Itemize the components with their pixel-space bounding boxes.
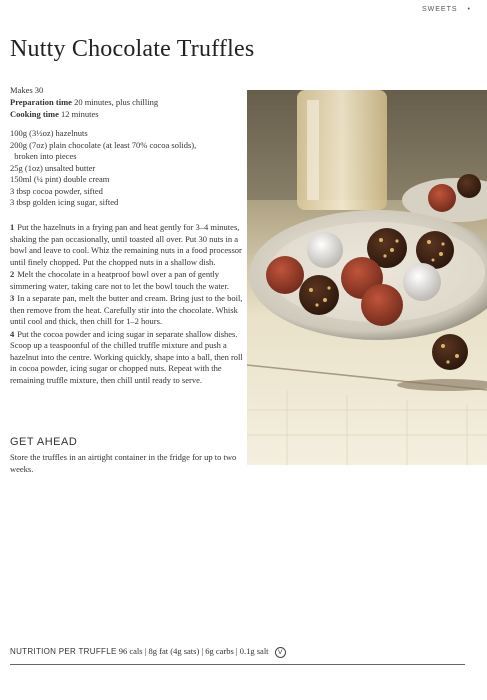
ingredient-list bbox=[10, 128, 240, 209]
cook-value: 12 minutes bbox=[61, 109, 99, 119]
nutrition-values: 96 cals | 8g fat (4g sats) | 6g carbs | 0.1g salt bbox=[118, 646, 269, 656]
method-step bbox=[10, 269, 246, 292]
footer-divider bbox=[10, 664, 465, 665]
step-text: Put the cocoa powder and icing sugar in separate shallow dishes. Scoop up a teaspoonful of the chilled truffle mixture and push a hazelnut into the centre. Working quickly, shape into a ball, then roll in cocoa powder, icing sugar or chopped nuts. Repeat with the remaining truffle mixture, then chill until ready to serve. bbox=[10, 328, 243, 385]
makes-line bbox=[10, 84, 158, 96]
cook-line bbox=[10, 108, 158, 120]
method-step bbox=[10, 222, 246, 268]
ingredient-item: 200g (7oz) plain chocolate (at least 70% cocoa solids), bbox=[10, 139, 197, 150]
prep-label: Preparation time bbox=[10, 97, 72, 107]
get-ahead-text: Store the truffles in an airtight container in the fridge for up to two weeks. bbox=[10, 452, 237, 474]
method-steps bbox=[10, 222, 246, 387]
section-tag bbox=[422, 6, 471, 13]
cook-label: Cooking time bbox=[10, 109, 59, 119]
step-number: 1 bbox=[10, 222, 15, 232]
ingredient-item: 3 tbsp cocoa powder, sifted bbox=[10, 185, 103, 196]
section-name: SWEETS bbox=[421, 6, 458, 13]
recipe-photo bbox=[247, 90, 487, 465]
nutrition-line bbox=[10, 646, 286, 658]
makes-value: 30 bbox=[34, 85, 44, 95]
nutrition-label: NUTRITION PER TRUFFLE bbox=[10, 647, 117, 656]
step-number: 3 bbox=[10, 293, 15, 303]
get-ahead-heading: GET AHEAD bbox=[10, 436, 78, 448]
step-text: Melt the chocolate in a heatproof bowl over a pan of gently simmering water, taking care not to let the bowl touch the water. bbox=[10, 269, 229, 291]
ingredient-item: 100g (3½oz) hazelnuts bbox=[10, 128, 88, 138]
makes-label: Makes bbox=[10, 85, 33, 95]
prep-line bbox=[10, 96, 158, 108]
prep-value: 20 minutes, plus chilling bbox=[74, 97, 159, 107]
page-mark: • bbox=[467, 6, 471, 13]
vegetarian-icon: V bbox=[275, 647, 286, 658]
truffles-illustration bbox=[247, 90, 487, 465]
step-number: 4 bbox=[10, 328, 15, 339]
recipe-title: Nutty Chocolate Truffles bbox=[10, 36, 255, 62]
step-number: 2 bbox=[10, 269, 15, 279]
step-text: In a separate pan, melt the butter and cream. Bring just to the boil, then remove from the heat. Carefully stir into the chocolate. Whisk until cool and thick, then chill for 1–2 hours. bbox=[10, 293, 243, 326]
method-step bbox=[10, 293, 246, 328]
ingredient-item: 150ml (¼ pint) double cream bbox=[10, 174, 110, 184]
step-text: Put the hazelnuts in a frying pan and heat gently for 3–4 minutes, shaking the pan occasionally, until toasted all over. Put 30 nuts in a bowl and leave to cool. Whiz the remaining nuts in a food processor until finely chopped. Put the chopped nuts in a shallow dish. bbox=[10, 222, 242, 267]
ingredient-item: broken into pieces bbox=[10, 151, 77, 161]
ingredient-item: 3 tbsp golden icing sugar, sifted bbox=[10, 197, 119, 207]
ingredient-item: 25g (1oz) unsalted butter bbox=[10, 162, 96, 173]
recipe-meta bbox=[10, 84, 158, 120]
method-step bbox=[10, 329, 246, 387]
